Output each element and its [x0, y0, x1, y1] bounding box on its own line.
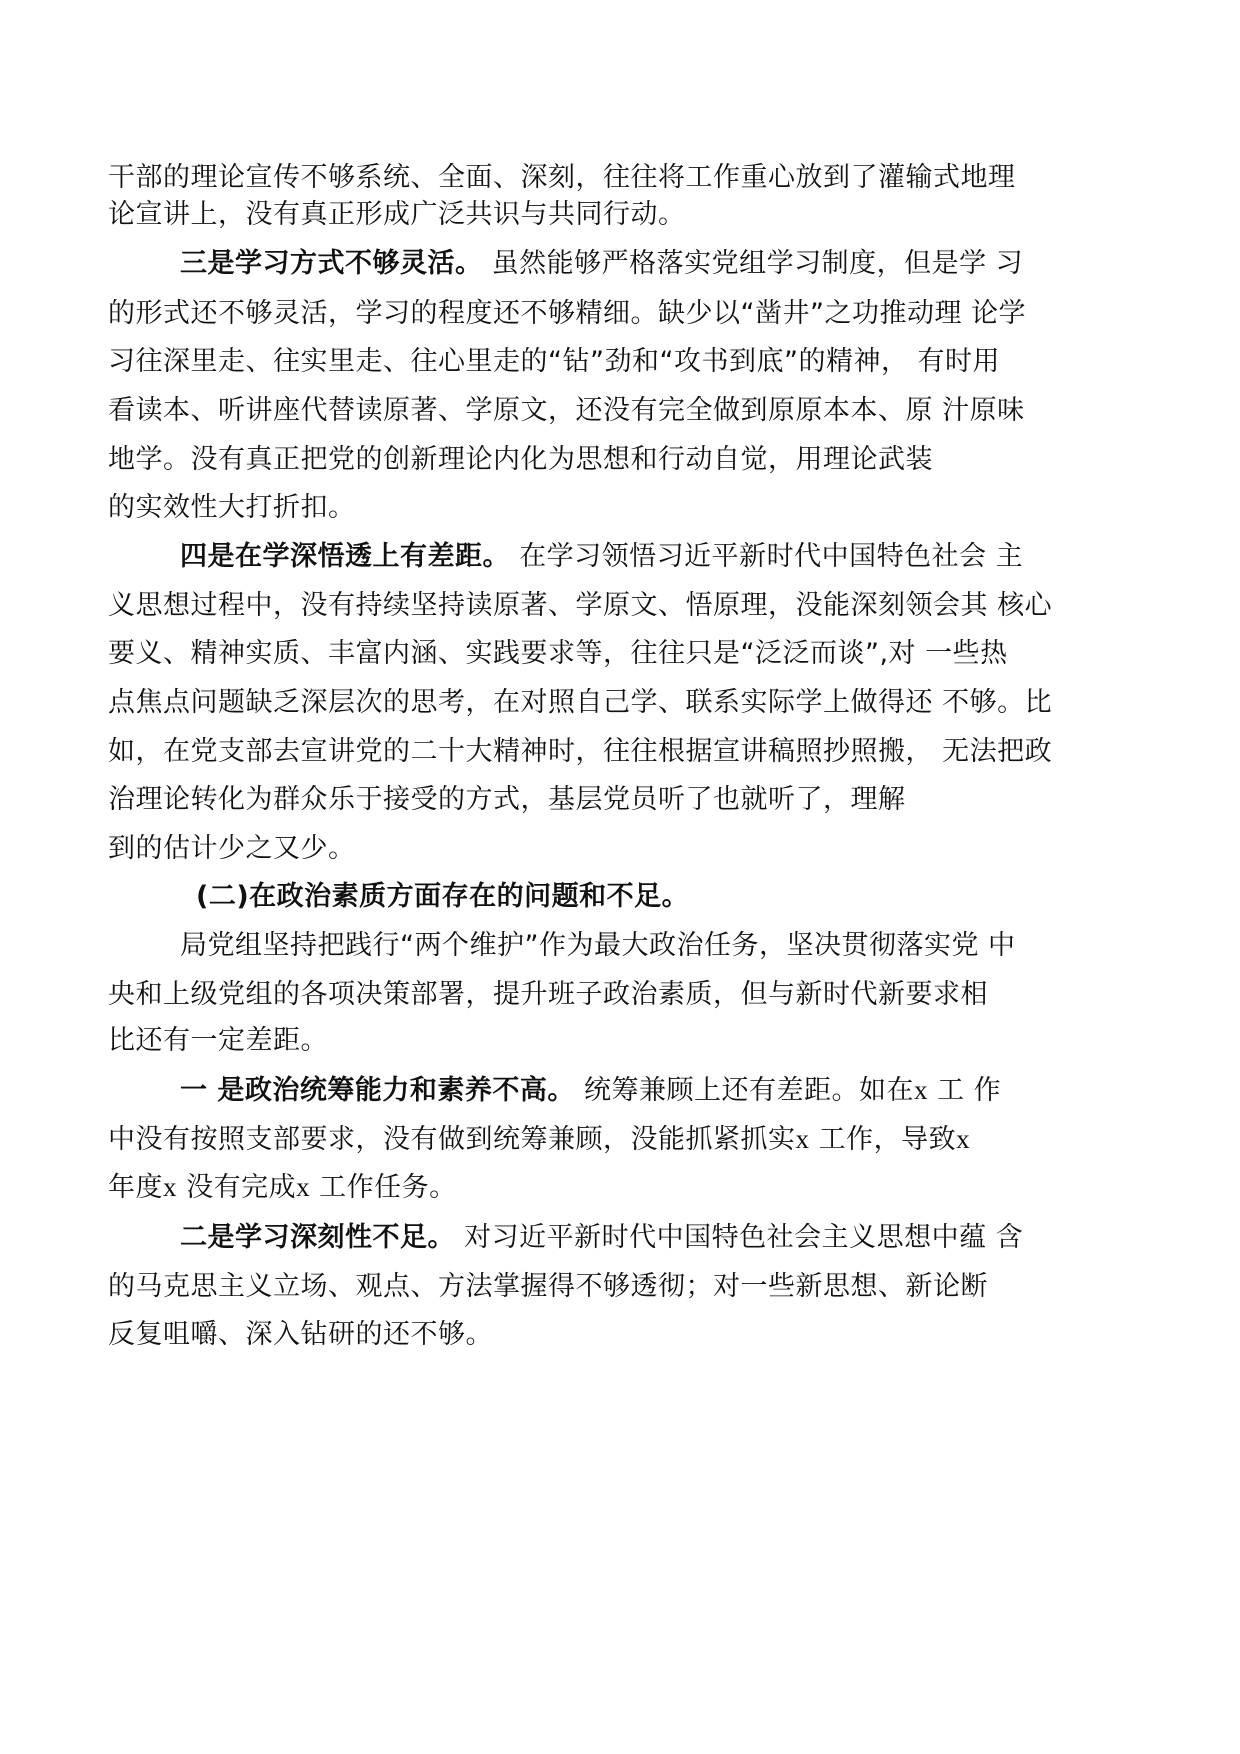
text-run: 对习近平新时代中国特色社会主义思想中蕴 含	[455, 1222, 1024, 1253]
text-run: 虽然能够严格落实党组学习制度，但是学 习	[482, 248, 1024, 279]
text-run: 年度	[108, 1172, 163, 1203]
text-run: 工作，导致	[809, 1124, 957, 1155]
text-run: 没有完成	[177, 1172, 297, 1203]
paragraph-heading-line	[180, 244, 1023, 284]
placeholder-x: x	[163, 1172, 177, 1202]
text-run: 工 作	[928, 1075, 1002, 1106]
bold-lead: 二是学习深刻性不足。	[180, 1222, 455, 1253]
text-run: 统筹兼顾上还有差距。如在	[574, 1075, 914, 1106]
text-line: 地学。没有真正把党的创新理论内化为思想和行动自觉，用理论武装	[108, 444, 933, 475]
text-run: 中没有按照支部要求，没有做到统筹兼顾，没能抓紧抓实	[108, 1124, 796, 1155]
text-line	[108, 1119, 970, 1160]
text-line: 点焦点问题缺乏深层次的思考，在对照自己学、联系实际学上做得还 不够。比	[108, 687, 1053, 718]
text-line: 论宣讲上，没有真正形成广泛共识与共同行动。	[108, 199, 686, 230]
text-line: 干部的理论宣传不够系统、全面、深刻，往往将工作重心放到了灌输式地理	[108, 162, 1016, 193]
placeholder-x: x	[296, 1172, 311, 1202]
text-line	[108, 1167, 457, 1208]
text-line: 到的估计少之又少。	[108, 833, 356, 864]
text-line: 的马克思主义立场、观点、方法掌握得不够透彻；对一些新思想、新论断	[108, 1271, 988, 1302]
text-line: 央和上级党组的各项决策部署，提升班子政治素质，但与新时代新要求相	[108, 979, 988, 1010]
text-line: 习往深里走、往实里走、往心里走的“钻”劲和“攻书到底”的精神， 有时用	[108, 346, 1001, 377]
text-line: 比还有一定差距。	[108, 1025, 328, 1056]
paragraph-heading-line	[180, 1070, 1001, 1111]
text-line: 义思想过程中，没有持续坚持读原著、学原文、悟原理，没能深刻领会其 核心	[108, 590, 1053, 621]
text-run: 工作任务。	[310, 1172, 457, 1203]
paragraph-heading-line	[180, 1218, 1023, 1258]
text-line: 反复咀嚼、深入钻研的还不够。	[108, 1319, 493, 1350]
placeholder-x: x	[795, 1124, 810, 1154]
paragraph-heading-line	[180, 537, 1023, 577]
bold-lead: 三是学习方式不够灵活。	[180, 248, 483, 279]
section-heading: (二)在政治素质方面存在的问题和不足。	[196, 881, 690, 912]
text-line: 的实效性大打折扣。	[108, 492, 356, 523]
bold-lead: 四是在学深悟透上有差距。	[180, 541, 510, 572]
text-line: 如，在党支部去宣讲党的二十大精神时，往往根据宣讲稿照抄照搬， 无法把政	[108, 736, 1053, 767]
placeholder-x: x	[956, 1124, 971, 1154]
text-line: 局党组坚持把践行“两个维护”作为最大政治任务，坚决贯彻落实党 中	[180, 930, 1016, 961]
bold-lead: 一 是政治统筹能力和素养不高。	[180, 1075, 575, 1106]
text-line: 看读本、听讲座代替读原著、学原文，还没有完全做到原原本本、原 汁原味	[108, 395, 1025, 426]
text-run: 在学习领悟习近平新时代中国特色社会 主	[510, 541, 1024, 572]
text-line: 治理论转化为群众乐于接受的方式，基层党员听了也就听了，理解	[108, 784, 906, 815]
text-line: 要义、精神实质、丰富内涵、实践要求等，往往只是“泛泛而谈”,对 一些热	[108, 638, 1008, 669]
text-line: 的形式还不够灵活，学习的程度还不够精细。缺少以“凿井”之功推动理 论学	[108, 298, 1027, 329]
placeholder-x: x	[914, 1075, 928, 1105]
